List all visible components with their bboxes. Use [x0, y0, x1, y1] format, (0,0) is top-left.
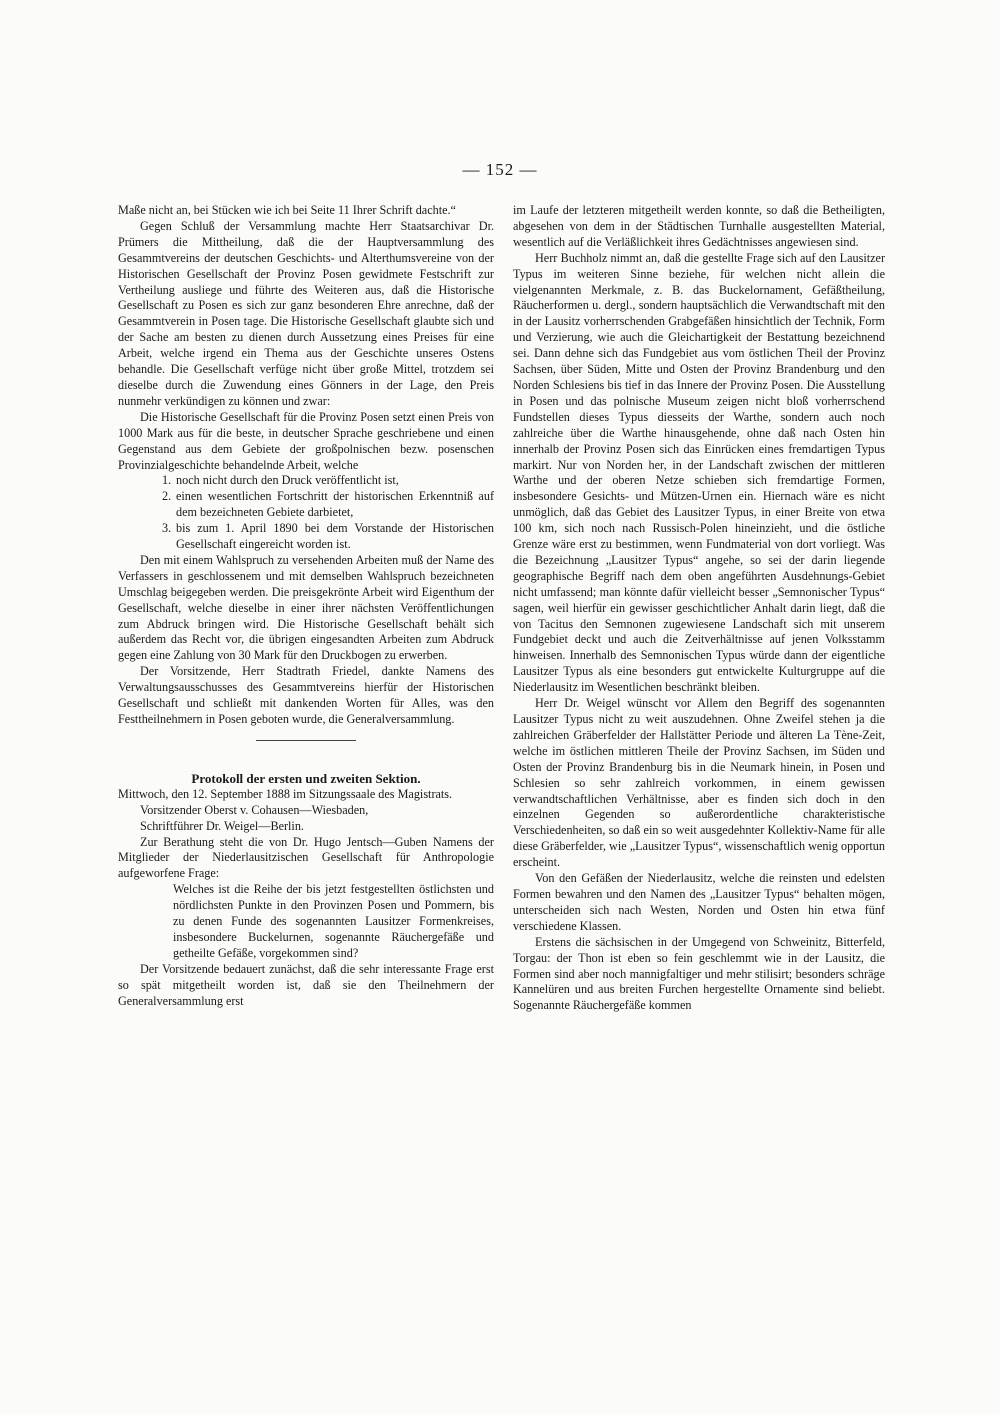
- list-number: 3.: [162, 521, 172, 536]
- list-item: [118, 473, 494, 489]
- list-text: noch nicht durch den Druck veröffentlicht ist,: [176, 473, 399, 488]
- paragraph: Zur Berathung steht die von Dr. Hugo Jentsch—Guben Namens der Mitglieder der Niederlausitzischen Gesellschaft für Anthropologie aufgeworfene Frage:: [118, 834, 494, 881]
- paragraph: Maße nicht an, bei Stücken wie ich bei Seite 11 Ihrer Schrift dachte.“: [118, 203, 456, 217]
- page-number: — 152 —: [462, 160, 538, 179]
- left-column: [118, 203, 494, 1010]
- paragraph: Die Historische Gesellschaft für die Provinz Posen setzt einen Preis von 1000 Mark aus für die beste, in deutscher Sprache geschriebene und einen Gegenstand aus dem Gebiete der großpolnischen bezw. posenschen Provinzialgeschichte behandelnde Arbeit, welche: [118, 409, 494, 472]
- list-number: 1.: [162, 473, 172, 488]
- right-column: [513, 203, 885, 1014]
- paragraph: Herr Buchholz nimmt an, daß die gestellte Frage sich auf den Lausitzer Typus im weiteren Sinne beziehe, für welchen nicht allein die vielgenannten Merkmale, z. B. das Buckelornament, Gefäßtheilung, Räucherformen u. dergl., sondern hauptsächlich die Verwandtschaft mit den in der Lausitz vorherrschenden Grabgefäßen hinsichtlich der Technik, Form und Verzierung, wie auch die Gleichartigkeit der Bestattung bezeichnend sei. Dann dehne sich das Fundgebiet aus vom östlichen Theil der Provinz Sachsen, über Süden, Mitte und Osten der Provinz Brandenburg und den Norden Schlesiens bis tief in das Innere der Provinz Posen. Die Ausstellung in Posen und das polnische Museum zeigen nicht bloß vorherrschend Fundstellen dieses Typus diesseits der Warthe, sondern auch noch zahlreiche über die Warthe hinausgehende, ohne daß nach Osten hin innerhalb der Provinz Posen sich das Einrücken eines fremdartigen Typus markirt. Nur von Norden her, in der Landschaft zwischen der mittleren Warthe und der oberen Netze schieben sich fremdartige Formen, insbesondere Gesichts- und Mützen-Urnen ein. Hiernach wäre es nicht unmöglich, daß das Gebiet des Lausitzer Typus, in einer Breite von etwa 100 km, sich noch nach Russisch-Polen hineinzieht, und die östliche Grenze wäre erst zu bestimmen, wenn Fundmaterial von dort vorliegt. Was die Bezeichnung „Lausitzer Typus“ angehe, so sei der darin liegende geographische Begriff nach dem oben angeführten Ausdehnungs-Gebiet nicht umfassend; man könnte dafür vielleicht besser „Semnonischer Typus“ sagen, weil hierfür ein gewisser geschichtlicher Anhalt darin liegt, daß die von Tacitus den Semnonen zugewiesene Landschaft sich mit unserem Fundgebiet deckt und auch die Zeitverhältnisse auf jenen Volksstamm hinweisen. Innerhalb des Semnonischen Typus würde dann der eigentliche Lausitzer Typus als eine besonders gut entwickelte Kulturgruppe auf die Niederlausitz im Wesentlichen beschränkt bleiben.: [513, 250, 885, 695]
- section-title: Protokoll der ersten und zweiten Sektion.: [191, 770, 421, 786]
- question-quote: Welches ist die Reihe der bis jetzt festgestellten östlichsten und nördlichsten Punkte in den Provinzen Posen und Pommern, bis zu denen Funde des sogenannten Lausitzer Formenkreises, insbesondere Buckelurnen, sogenannte Räuchergefäße und getheilte Gefäße, vorgekommen sind?: [173, 882, 494, 960]
- list-item: [118, 521, 494, 553]
- paragraph: Erstens die sächsischen in der Umgegend von Schweinitz, Bitterfeld, Torgau: der Thon ist eben so fein geschlemmt wie in der Lausitz, die Formen sind aber noch mannigfaltiger und mehr stilisirt; besonders schräge Kannelüren und aus breiten Furchen hergestellte Ornamente sind beliebt. Sogenannte Räuchergefäße kommen: [513, 934, 885, 1013]
- list-text: bis zum 1. April 1890 bei dem Vorstande der Historischen Gesellschaft eingereicht worden ist.: [176, 521, 494, 552]
- paragraph: Von den Gefäßen der Niederlausitz, welche die reinsten und edelsten Formen bewahren und den Namen des „Lausitzer Typus“ behalten mögen, unterscheiden sich nach Westen, Norden und Osten hin etwa fünf verschiedene Klassen.: [513, 871, 885, 933]
- paragraph: Gegen Schluß der Versammlung machte Herr Staatsarchivar Dr. Prümers die Mittheilung, daß die der Hauptversammlung des Gesammtvereins der deutschen Geschichts- und Alterthumsvereine von der Historischen Gesellschaft der Provinz Posen gewidmete Festschrift zur Vertheilung ausliege und führte des Weiteren aus, daß die Historische Gesellschaft zu Posen es sich zur ganz besonderen Ehre anrechne, daß der Gesammtverein in Posen tage. Die Historische Gesellschaft glaubte sich und der Sache am besten zu dienen durch Aussetzung eines Preises für eine Arbeit, welche irgend ein Thema aus der Geschichte unseres Ostens behandle. Die Gesellschaft verfüge nicht über große Mittel, trotzdem sei dieselbe durch die Zuwendung eines Gönners in der Lage, den Preis nunmehr verkündigen zu können und zwar:: [118, 218, 494, 408]
- paragraph: Der Vorsitzende, Herr Stadtrath Friedel, dankte Namens des Verwaltungsausschusses des Gesammtvereins hierfür der Historischen Gesellschaft und schließt mit dankenden Worten für Alles, was den Festtheilnehmern in Posen geboten wurde, die Generalversammlung.: [118, 664, 494, 726]
- paragraph: Der Vorsitzende bedauert zunächst, daß die sehr interessante Frage erst so spät mitgetheilt worden ist, daß sie den Theilnehmern der Generalversammlung erst: [118, 961, 494, 1008]
- section-divider: [256, 740, 356, 741]
- paragraph: Den mit einem Wahlspruch zu versehenden Arbeiten muß der Name des Verfassers in geschlossenem und mit demselben Wahlspruch bezeichneten Umschlag beigegeben werden. Die preisgekrönte Arbeit wird Eigenthum der Gesellschaft, welche dieselbe in einer ihrer nächsten Veröffentlichungen zum Abdruck bringen wird. Die Historische Gesellschaft behält sich außerdem das Recht vor, die übrigen eingesandten Arbeiten zum Abdruck gegen eine Zahlung von 30 Mark für den Druckbogen zu erwerben.: [118, 552, 494, 663]
- list-item: [118, 489, 494, 521]
- list-text: einen wesentlichen Fortschritt der historischen Erkenntniß auf dem bezeichneten Gebiete darbietet,: [176, 489, 494, 520]
- paragraph: im Laufe der letzteren mitgetheilt werden konnte, so daß die Betheiligten, abgesehen von dem in der Städtischen Turnhalle ausgestellten Material, wesentlich auf die Verläßlichkeit ihres Gedächtnisses angewiesen sind.: [513, 203, 885, 249]
- prize-conditions-list: [118, 473, 494, 553]
- chair-line: Vorsitzender Oberst v. Cohausen—Wiesbaden,: [140, 802, 369, 817]
- paragraph: Herr Dr. Weigel wünscht vor Allem den Begriff des sogenannten Lausitzer Typus nicht zu weit auszudehnen. Ohne Zweifel stehen ja die zahlreichen Gräberfelder der Hallstätter Periode und älteren La Tène-Zeit, welche im östlichen mittleren Theile der Provinz Sachsen, im Süden und Osten der Provinz Brandenburg bis in die Neumark hinein, in Posen und Schlesien so sehr zahlreich vorkommen, in einem gewissen verwandtschaftlichen Verhältnisse, aber es finden sich doch in den einzelnen Gegenden so außerordentliche charakteristische Verschiedenheiten, so daß ein so weit ausgedehnter Kollektiv-Name für alle diese Gräberfelder, wie „Lausitzer Typus“, wissenschaftlich wenig opportun erscheint.: [513, 696, 885, 870]
- list-number: 2.: [162, 489, 172, 504]
- secretary-line: Schriftführer Dr. Weigel—Berlin.: [140, 818, 304, 833]
- meeting-info: Mittwoch, den 12. September 1888 im Sitzungssaale des Magistrats.: [118, 786, 453, 801]
